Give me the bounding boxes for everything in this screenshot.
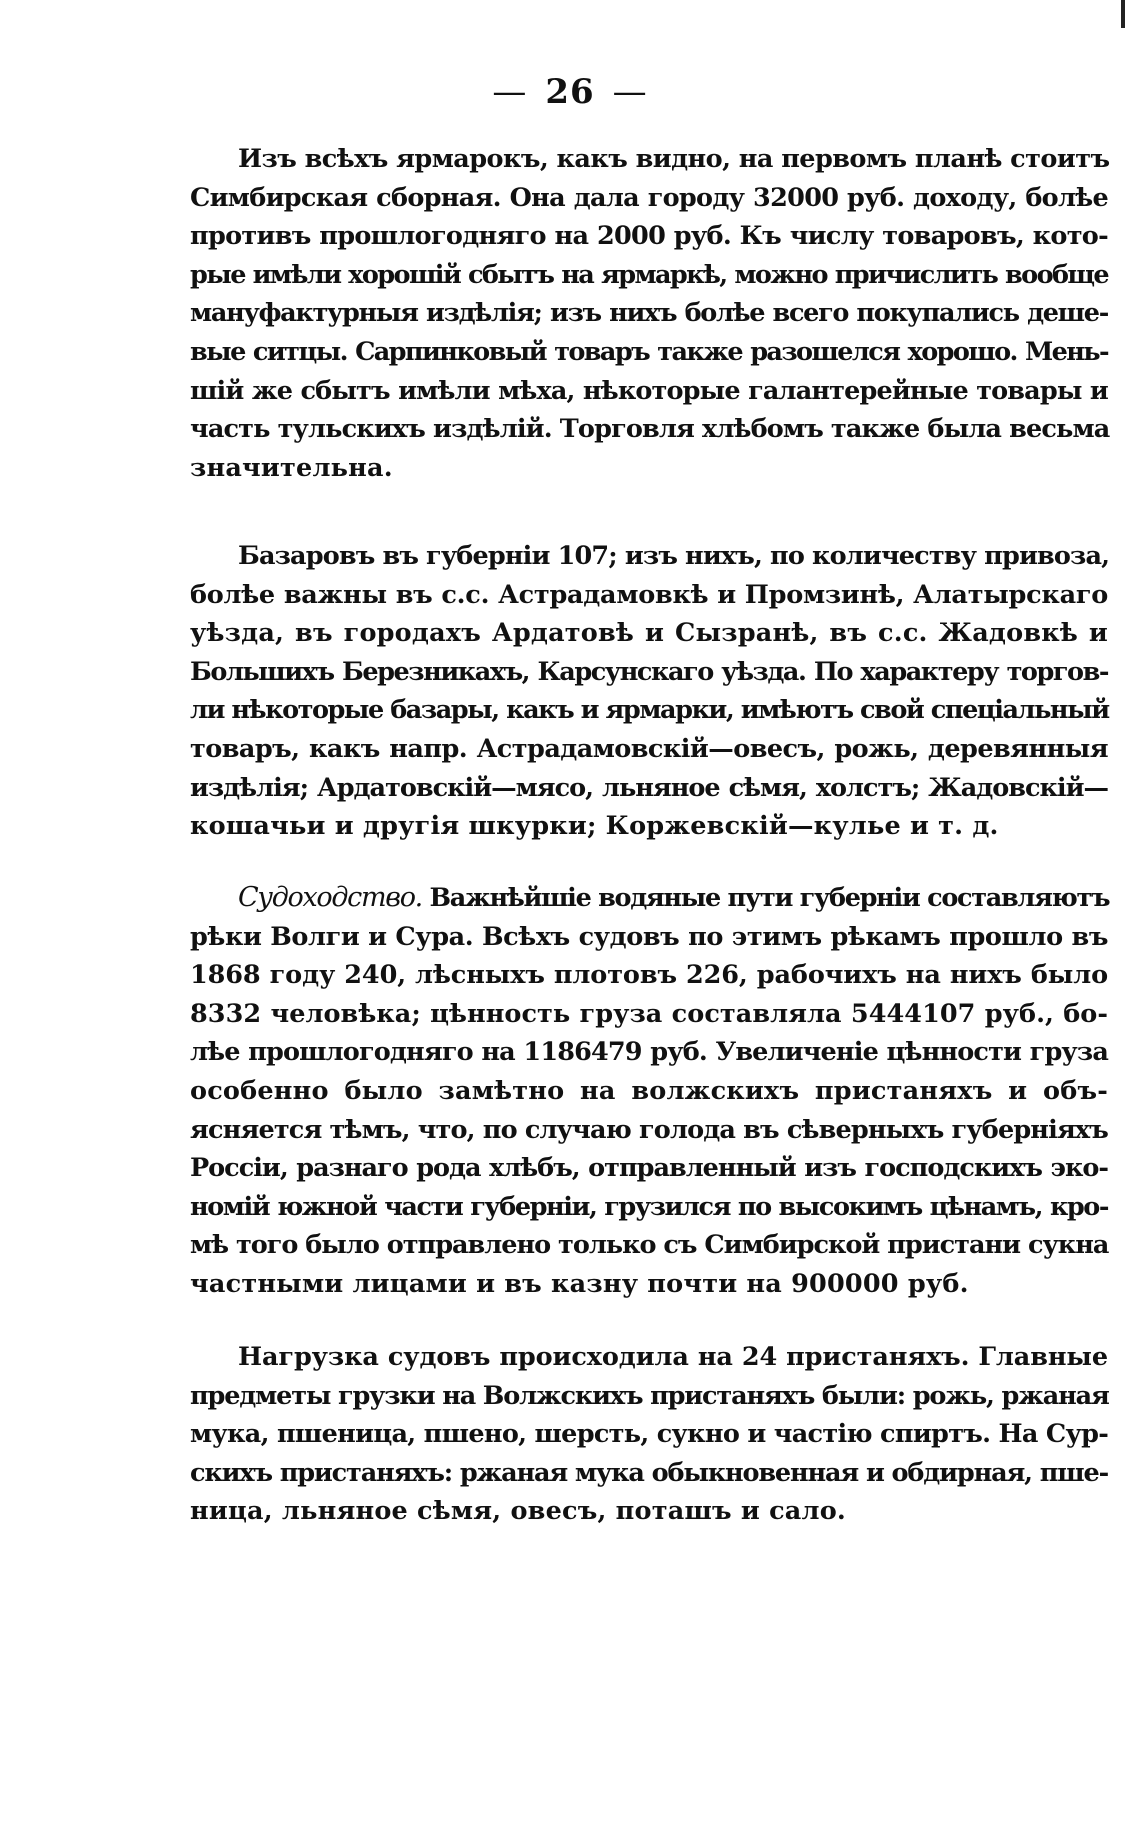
text-line: скихъ пристаняхъ: ржаная мука обыкновенная и обдирная, пше- <box>190 1457 1108 1488</box>
text-line: мука, пшеница, пшено, шерсть, сукно и частію спиртъ. На Сур- <box>190 1419 1109 1450</box>
text-line: 8332 человѣка; цѣнность груза составляла 5444107 руб., бо- <box>190 998 1108 1029</box>
paragraph-fairs <box>190 140 1108 487</box>
text-line-heading <box>190 879 1108 918</box>
text-line: шій же сбытъ имѣли мѣха, нѣкоторые галантерейные товары и <box>190 375 1108 406</box>
page-number-dash-left: — <box>492 72 528 112</box>
text-line: рѣки Волги и Сура. Всѣхъ судовъ по этимъ рѣкамъ прошло въ <box>190 921 1108 952</box>
text-line: Большихъ Березникахъ, Карсунскаго уѣзда. По характеру торгов- <box>190 656 1108 687</box>
text-line: ница, льняное сѣмя, овесъ, поташъ и сало. <box>190 1496 846 1527</box>
text-line: 1868 году 240, лѣсныхъ плотовъ 226, рабочихъ на нихъ было <box>190 960 1108 991</box>
section-heading-navigation: Судоходство. <box>238 882 422 913</box>
page-number <box>0 72 1140 112</box>
text-line: издѣлія; Ардатовскій—мясо, льняное сѣмя, холстъ; Жадовскій— <box>190 772 1108 803</box>
text-line: товаръ, какъ напр. Астрадамовскій—овесъ, рожь, деревянныя <box>190 733 1108 764</box>
text-line: рые имѣли хорошій сбытъ на ярмаркѣ, можно причислить вообще <box>190 259 1108 290</box>
text-line: Изъ всѣхъ ярмарокъ, какъ видно, на первомъ планѣ стоитъ <box>238 144 1110 174</box>
text-line: частными лицами и въ казну почти на 900000 руб. <box>190 1268 969 1299</box>
text-line: уѣзда, въ городахъ Ардатовѣ и Сызранѣ, въ с.с. Жадовкѣ и <box>190 618 1108 649</box>
text-line: болѣе важны въ с.с. Астрадамовкѣ и Промзинѣ, Алатырскаго <box>190 579 1108 610</box>
text-line: вые ситцы. Сарпинковый товаръ также разошелся хорошо. Мень- <box>190 336 1108 367</box>
text-line: Симбирская сборная. Она дала городу 32000 руб. доходу, болѣе <box>190 182 1108 213</box>
heading-line-rest: Важнѣйшіе водяные пути губерніи составляютъ <box>429 883 1110 913</box>
text-line: часть тульскихъ издѣлій. Торговля хлѣбомъ также была весьма <box>190 414 1110 445</box>
text-line: Базаровъ въ губерніи 107; изъ нихъ, по количеству привоза, <box>238 541 1110 571</box>
paragraph-navigation <box>190 879 1108 1304</box>
text-line: лѣе прошлогодняго на 1186479 руб. Увеличеніе цѣнности груза <box>190 1037 1108 1068</box>
page-edge-rule <box>1121 0 1125 28</box>
page-number-value: 26 <box>545 72 595 112</box>
text-line: кошачьи и другія шкурки; Коржевскій—кулье и т. д. <box>190 811 999 842</box>
text-line: Россіи, разнаго рода хлѣбъ, отправленный изъ господскихъ эко- <box>190 1153 1108 1184</box>
text-line: ясняется тѣмъ, что, по случаю голода въ сѣверныхъ губерніяхъ <box>190 1114 1108 1145</box>
text-line: значительна. <box>190 452 393 483</box>
text-line: предметы грузки на Волжскихъ пристаняхъ были: рожь, ржаная <box>190 1380 1109 1411</box>
paragraph-loading <box>190 1338 1108 1531</box>
text-line: Нагрузка судовъ происходила на 24 пристаняхъ. Главные <box>238 1342 1108 1372</box>
page-number-dash-right: — <box>612 72 648 112</box>
text-line: ли нѣкоторые базары, какъ и ярмарки, имѣютъ свой спеціальный <box>190 695 1109 726</box>
text-line: мѣ того было отправлено только съ Симбирской пристани сукна <box>190 1230 1109 1261</box>
text-line: особенно было замѣтно на волжскихъ пристаняхъ и объ- <box>190 1075 1108 1106</box>
paragraph-bazaars <box>190 537 1108 846</box>
text-line: мануфактурныя издѣлія; изъ нихъ болѣе всего покупались деше- <box>190 298 1108 329</box>
text-line: номій южной части губерніи, грузился по высокимъ цѣнамъ, кро- <box>190 1191 1108 1222</box>
text-line: противъ прошлогодняго на 2000 руб. Къ числу товаровъ, кото- <box>190 221 1108 252</box>
